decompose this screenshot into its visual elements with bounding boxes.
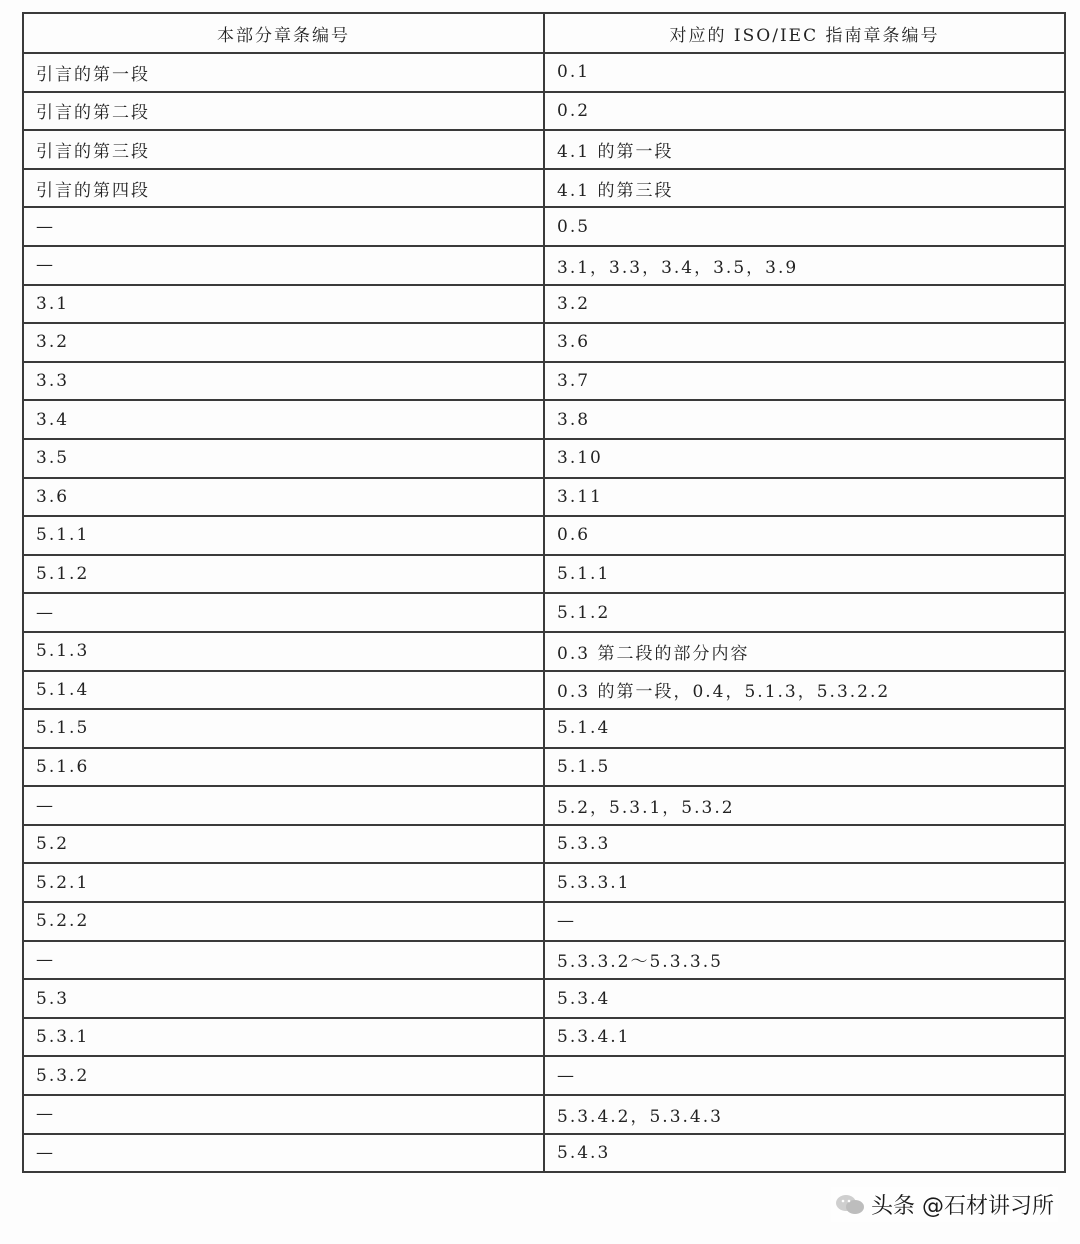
cell-guide-clause: 3.11 [544,478,1065,517]
cell-this-part-clause: 5.2.2 [23,902,544,941]
table-row [23,593,1065,632]
table-row [23,941,1065,980]
cell-this-part-clause: — [23,593,544,632]
cell-guide-clause: 4.1 的第三段 [544,169,1065,208]
table-row [23,439,1065,478]
clause-correspondence-table [22,12,1066,1173]
cell-guide-clause: 0.2 [544,92,1065,131]
table-row [23,285,1065,324]
cell-guide-clause: 5.1.4 [544,709,1065,748]
cell-this-part-clause: 5.3.1 [23,1018,544,1057]
cell-this-part-clause: — [23,207,544,246]
cell-this-part-clause: 引言的第二段 [23,92,544,131]
cell-guide-clause: 3.10 [544,439,1065,478]
cell-guide-clause: 5.4.3 [544,1134,1065,1173]
cell-guide-clause: 3.8 [544,400,1065,439]
cell-this-part-clause: 引言的第四段 [23,169,544,208]
watermark-text: 头条 @石材讲习所 [871,1194,1054,1219]
table-row [23,1134,1065,1173]
cell-guide-clause: 5.3.3.1 [544,863,1065,902]
table-row [23,632,1065,671]
table-row [23,902,1065,941]
table-row [23,863,1065,902]
table-row [23,400,1065,439]
table-header-row [23,13,1065,53]
cell-guide-clause: 5.1.5 [544,748,1065,787]
cell-this-part-clause: — [23,786,544,825]
cell-guide-clause: 3.1，3.3，3.4，3.5，3.9 [544,246,1065,285]
watermark [831,1187,1058,1222]
cell-this-part-clause: 3.4 [23,400,544,439]
table-row [23,709,1065,748]
cell-guide-clause: 5.2，5.3.1，5.3.2 [544,786,1065,825]
cell-guide-clause: 5.1.1 [544,555,1065,594]
table-row [23,207,1065,246]
cell-this-part-clause: 5.2.1 [23,863,544,902]
table-row [23,1018,1065,1057]
table-row [23,979,1065,1018]
cell-this-part-clause: 3.2 [23,323,544,362]
table-row [23,516,1065,555]
cell-guide-clause: 0.1 [544,53,1065,92]
cell-this-part-clause: 5.1.6 [23,748,544,787]
table-row [23,1095,1065,1134]
cell-this-part-clause: 3.3 [23,362,544,401]
cell-guide-clause: 0.6 [544,516,1065,555]
cell-guide-clause: 5.3.3 [544,825,1065,864]
table-row [23,671,1065,710]
table-row [23,130,1065,169]
table-row [23,246,1065,285]
table-row [23,169,1065,208]
table-row [23,1056,1065,1095]
cell-this-part-clause: 引言的第三段 [23,130,544,169]
header-this-part-clause: 本部分章条编号 [23,13,544,53]
cell-guide-clause: 4.1 的第一段 [544,130,1065,169]
cell-this-part-clause: 5.1.4 [23,671,544,710]
cell-this-part-clause: 3.1 [23,285,544,324]
cell-guide-clause: 3.6 [544,323,1065,362]
cell-guide-clause: 5.3.4.1 [544,1018,1065,1057]
cell-guide-clause: 0.3 第二段的部分内容 [544,632,1065,671]
cell-this-part-clause: 引言的第一段 [23,53,544,92]
cell-this-part-clause: 5.1.5 [23,709,544,748]
cell-guide-clause: — [544,902,1065,941]
header-iso-iec-guide-clause: 对应的 ISO/IEC 指南章条编号 [544,13,1065,53]
cell-this-part-clause: — [23,941,544,980]
wechat-icon [835,1194,865,1216]
cell-guide-clause: 3.2 [544,285,1065,324]
table-row [23,748,1065,787]
table-row [23,53,1065,92]
table-row [23,478,1065,517]
table-row [23,555,1065,594]
cell-guide-clause: 5.3.4 [544,979,1065,1018]
cell-this-part-clause: 5.1.1 [23,516,544,555]
cell-this-part-clause: 3.5 [23,439,544,478]
cell-guide-clause: 3.7 [544,362,1065,401]
table-row [23,825,1065,864]
table-body [23,53,1065,1172]
table-row [23,786,1065,825]
table-row [23,323,1065,362]
cell-this-part-clause: 5.1.2 [23,555,544,594]
cell-this-part-clause: 3.6 [23,478,544,517]
cell-this-part-clause: — [23,1134,544,1173]
cell-guide-clause: 0.3 的第一段，0.4，5.1.3，5.3.2.2 [544,671,1065,710]
cell-this-part-clause: — [23,1095,544,1134]
cell-guide-clause: 5.1.2 [544,593,1065,632]
cell-this-part-clause: — [23,246,544,285]
cell-this-part-clause: 5.1.3 [23,632,544,671]
cell-this-part-clause: 5.3.2 [23,1056,544,1095]
cell-guide-clause: 5.3.3.2～5.3.3.5 [544,941,1065,980]
table-row [23,92,1065,131]
cell-this-part-clause: 5.3 [23,979,544,1018]
cell-guide-clause: — [544,1056,1065,1095]
cell-this-part-clause: 5.2 [23,825,544,864]
cell-guide-clause: 5.3.4.2，5.3.4.3 [544,1095,1065,1134]
table-row [23,362,1065,401]
cell-guide-clause: 0.5 [544,207,1065,246]
